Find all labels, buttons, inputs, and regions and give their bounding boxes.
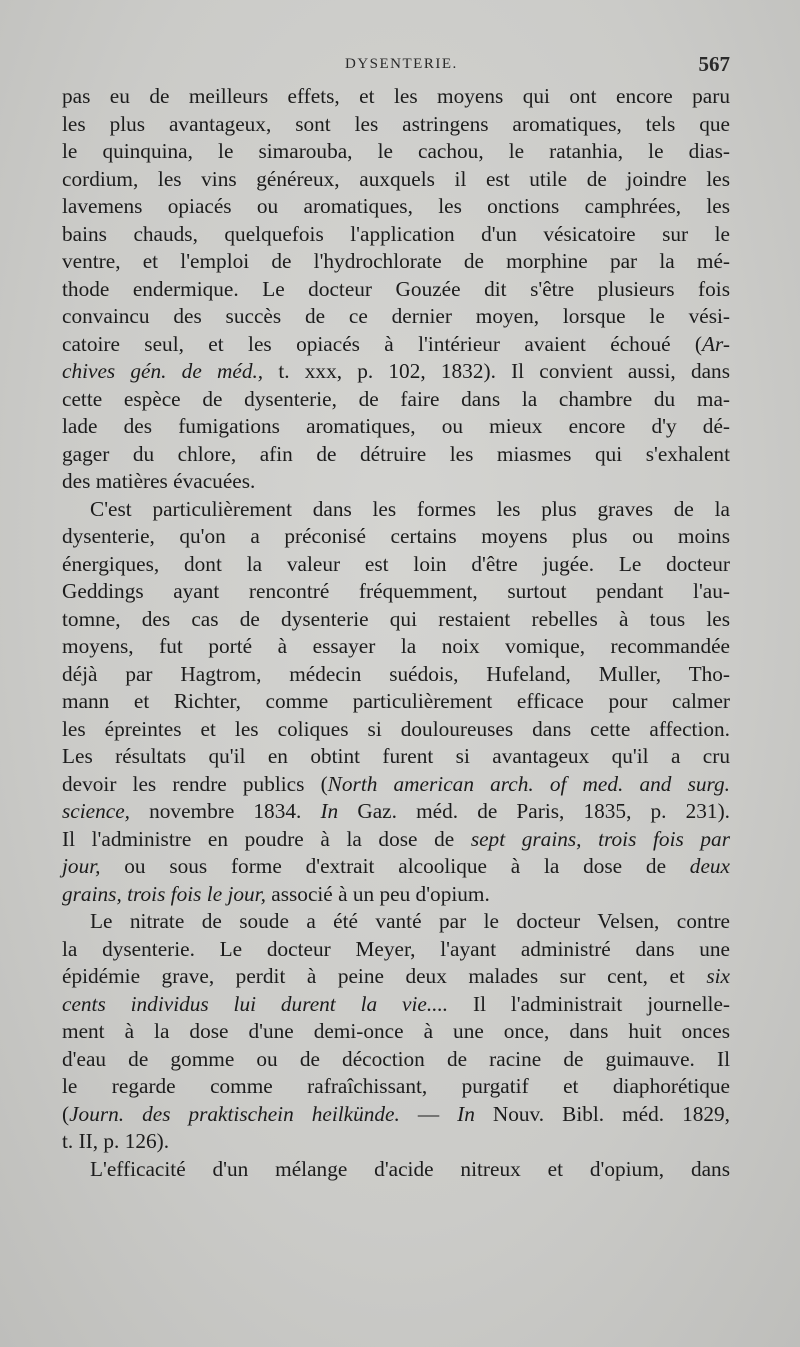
text-segment: Il l'administre en poudre à la dose de <box>62 826 471 851</box>
text-line <box>62 716 730 744</box>
italic-text: Journ. des praktischein heilkünde. <box>69 1101 400 1126</box>
text-segment: C'est particulièrement dans les formes les plus graves de la <box>90 496 730 521</box>
text-line <box>62 633 730 661</box>
text-segment: cette espèce de dysenterie, de faire dans la chambre du ma- <box>62 386 730 411</box>
text-line <box>62 936 730 964</box>
text-segment: — <box>399 1101 458 1126</box>
italic-text: chives gén. de méd., <box>62 359 264 383</box>
text-line <box>62 358 730 386</box>
text-line <box>62 523 730 551</box>
italic-text: North american arch. of med. and surg. <box>327 771 731 796</box>
text-segment: le regarde comme rafraîchissant, purgatif et diaphorétique <box>62 1074 730 1098</box>
text-line <box>62 1046 730 1074</box>
italic-text: six <box>706 964 730 988</box>
text-segment: déjà par Hagtrom, médecin suédois, Hufeland, Muller, Tho- <box>62 661 730 686</box>
text-line <box>62 771 730 799</box>
text-segment: tomne, des cas de dysenterie qui restaient rebelles à tous les <box>62 606 730 631</box>
text-line <box>62 441 730 469</box>
italic-text: deux <box>689 854 730 878</box>
page-header <box>60 52 730 82</box>
text-line <box>62 303 730 331</box>
text-segment: ou sous forme d'extrait alcoolique à la dose de <box>100 854 690 878</box>
text-line <box>62 908 730 936</box>
text-line <box>62 661 730 689</box>
text-segment: Geddings ayant rencontré fréquemment, surtout pendant l'au- <box>62 579 730 603</box>
italic-text: Ar- <box>702 331 730 356</box>
text-segment: gager du chlore, afin de détruire les miasmes qui s'exhalent <box>62 441 730 466</box>
text-segment: bains chauds, quelquefois l'application d'un vésicatoire sur le <box>62 221 730 246</box>
text-segment: L'efficacité d'un mélange d'acide nitreux et d'opium, dans <box>90 1156 730 1181</box>
running-head: DYSENTERIE. <box>345 56 458 72</box>
text-segment: les épreintes et les coliques si douloureuses dans cette affection. <box>62 716 730 741</box>
text-segment: le quinquina, le simarouba, le cachou, le ratanhia, le dias- <box>62 139 730 163</box>
italic-text: cents individus lui durent la vie.... <box>62 991 449 1016</box>
italic-text: In <box>320 799 339 823</box>
text-segment: associé à un peu d'opium. <box>265 881 490 906</box>
text-segment: Le nitrate de soude a été vanté par le docteur Velsen, contre <box>90 909 730 933</box>
text-line <box>62 798 730 826</box>
text-segment: des matières évacuées. <box>62 469 256 493</box>
text-line <box>62 551 730 579</box>
page-number: 567 <box>698 52 730 76</box>
text-segment: moyens, fut porté à essayer la noix vomique, recommandée <box>62 634 730 658</box>
text-segment: catoire seul, et les opiacés à l'intérieur avaient échoué ( <box>62 331 703 356</box>
text-segment: novembre 1834. <box>130 799 321 823</box>
text-segment: Il l'administrait journelle- <box>448 991 730 1016</box>
text-line <box>62 166 730 194</box>
text-segment: Gaz. méd. de Paris, 1835, p. 231). <box>338 799 730 823</box>
text-line <box>62 578 730 606</box>
text-segment: d'eau de gomme ou de décoction de racine de guimauve. Il <box>62 1046 730 1071</box>
text-line <box>62 1128 730 1156</box>
text-segment: devoir les rendre publics ( <box>62 771 328 796</box>
text-segment: les plus avantageux, sont les astringens aromatiques, tels que <box>62 111 730 136</box>
text-line <box>62 881 730 909</box>
text-segment: t. II, p. 126). <box>62 1129 170 1153</box>
text-segment: ventre, et l'emploi de l'hydrochlorate de morphine par la mé- <box>62 249 730 273</box>
text-line <box>62 1073 730 1101</box>
italic-text: grains, trois fois le jour, <box>62 881 266 906</box>
italic-text: jour, <box>62 854 101 878</box>
text-line <box>62 248 730 276</box>
italic-text: science, <box>62 799 130 823</box>
italic-text: In <box>457 1101 475 1126</box>
text-line <box>62 331 730 359</box>
text-segment: Nouv. Bibl. méd. 1829, <box>474 1101 731 1126</box>
text-line <box>62 1018 730 1046</box>
text-segment: convaincu des succès de ce dernier moyen, lorsque le vési- <box>62 304 730 328</box>
text-segment: ( <box>62 1101 70 1126</box>
text-line <box>62 468 730 496</box>
text-line <box>62 83 730 111</box>
text-segment: ment à la dose d'une demi-once à une once, dans huit onces <box>62 1019 730 1043</box>
italic-text: sept grains, trois fois par <box>470 826 730 851</box>
text-segment: Les résultats qu'il en obtint furent si avantageux qu'il a cru <box>62 744 730 768</box>
text-segment: thode endermique. Le docteur Gouzée dit s'être plusieurs fois <box>62 276 730 301</box>
text-line <box>62 496 730 524</box>
text-line <box>62 853 730 881</box>
text-line <box>62 386 730 414</box>
text-segment: la dysenterie. Le docteur Meyer, l'ayant administré dans une <box>62 936 730 961</box>
text-line <box>62 1156 730 1184</box>
text-line <box>62 963 730 991</box>
text-segment: mann et Richter, comme particulièrement efficace pour calmer <box>62 689 730 713</box>
text-segment: pas eu de meilleurs effets, et les moyens qui ont encore paru <box>62 84 730 108</box>
text-line <box>62 413 730 441</box>
text-segment: t. xxx, p. 102, 1832). Il convient aussi, dans <box>263 359 730 383</box>
text-line <box>62 111 730 139</box>
text-segment: lavemens opiacés ou aromatiques, les onctions camphrées, les <box>62 194 730 218</box>
text-line <box>62 743 730 771</box>
body-text <box>62 83 730 1183</box>
text-segment: énergiques, dont la valeur est loin d'être jugée. Le docteur <box>62 551 730 576</box>
text-segment: lade des fumigations aromatiques, ou mieux encore d'y dé- <box>62 414 730 438</box>
text-segment: dysenterie, qu'on a préconisé certains moyens plus ou moins <box>62 524 730 548</box>
text-line <box>62 991 730 1019</box>
text-line <box>62 276 730 304</box>
text-line <box>62 221 730 249</box>
text-segment: épidémie grave, perdit à peine deux malades sur cent, et <box>62 964 707 988</box>
text-line <box>62 1101 730 1129</box>
text-line <box>62 138 730 166</box>
text-line <box>62 193 730 221</box>
text-line <box>62 826 730 854</box>
text-segment: cordium, les vins généreux, auxquels il est utile de joindre les <box>62 166 730 191</box>
text-line <box>62 606 730 634</box>
text-line <box>62 688 730 716</box>
